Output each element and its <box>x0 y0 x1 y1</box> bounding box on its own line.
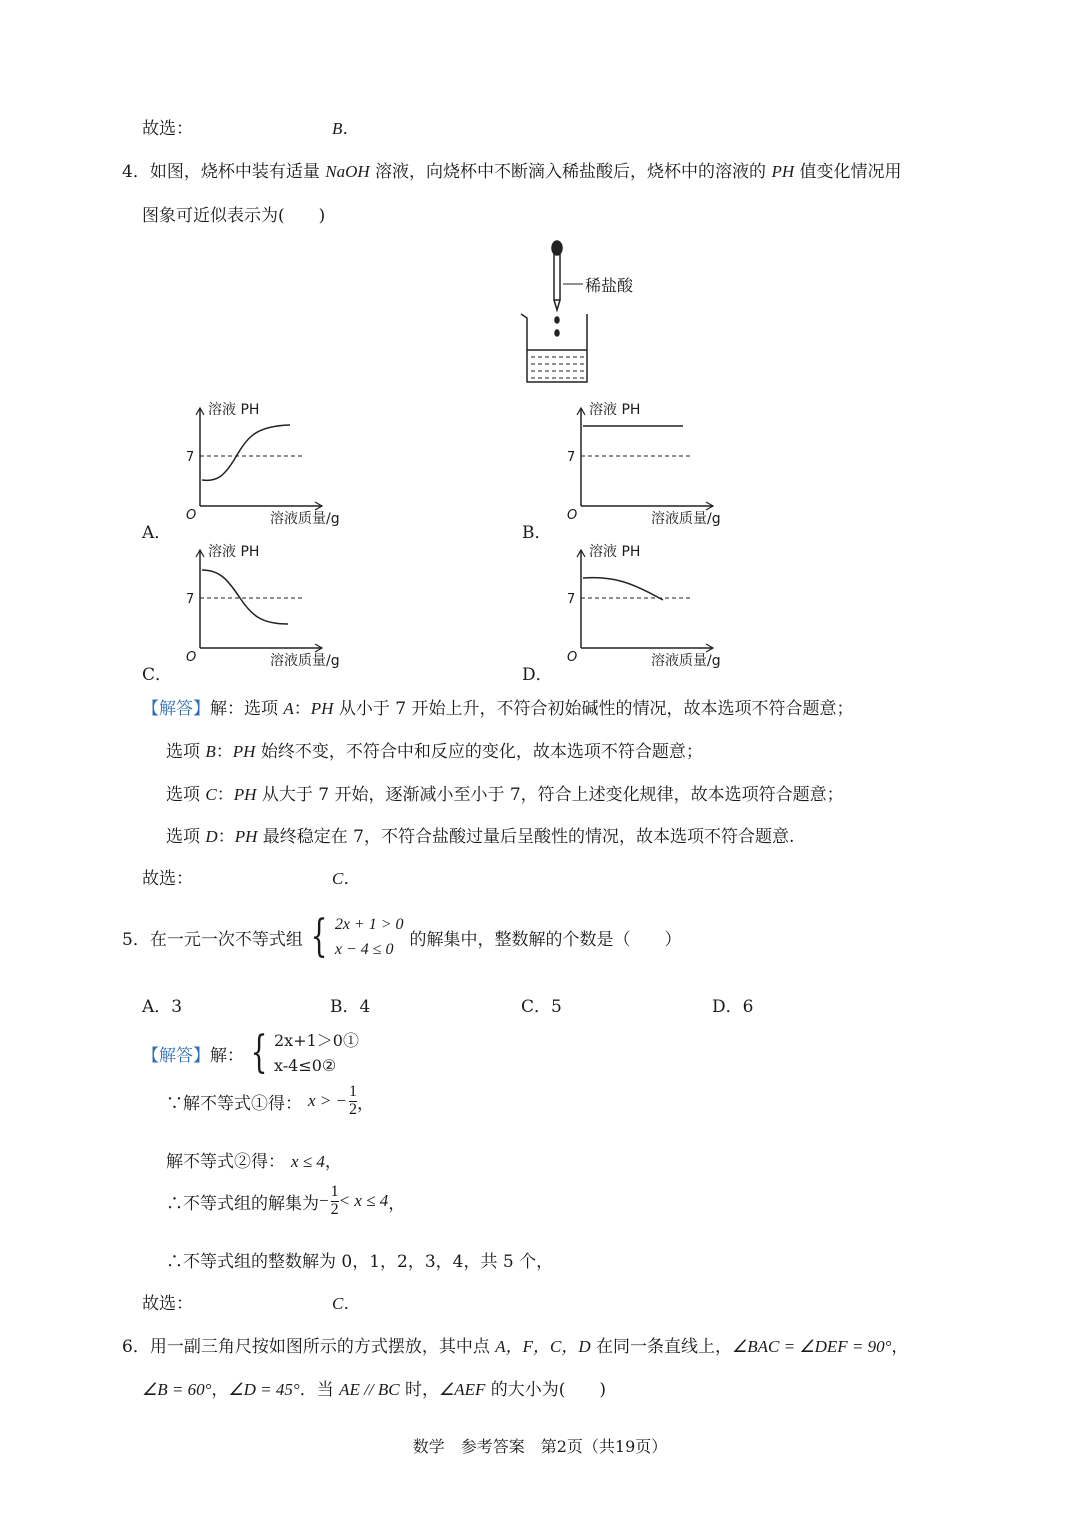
y-axis-label: 溶液 PH <box>208 402 260 418</box>
q5-system-line1: 2x + 1 > 0 <box>334 916 404 933</box>
beaker-diagram <box>515 238 675 388</box>
ph-curve-c <box>202 570 288 624</box>
q4-stem-line1: 4．如图，烧杯中装有适量 NaOH 溶液，向烧杯中不断滴入稀盐酸后，烧杯中的溶液的 PH 值变化情况用 <box>122 162 902 182</box>
q5-answer-head: 【解答】 解： { 2x+1＞0① x-4≤0② <box>142 1027 359 1078</box>
x-axis-label: 溶液质量/g <box>270 511 340 527</box>
origin-label: O <box>186 650 197 665</box>
x-axis-label: 溶液质量/g <box>651 653 721 669</box>
chart-b <box>543 398 743 530</box>
beaker-outline <box>521 314 587 382</box>
q6-line1: 6．用一副三角尺按如图所示的方式摆放，其中点 A，F，C，D 在同一条直线上，∠BAC = ∠DEF = 90°， <box>122 1337 909 1357</box>
origin-label: O <box>567 508 578 523</box>
q4-option-d-label: D． <box>522 665 553 685</box>
q5-option-d: D．6 <box>712 997 754 1017</box>
q4-answer-line1: 【解答】解：选项 A：PH 从小于 7 开始上升，不符合初始碱性的情况，故本选项不符合题意； <box>142 699 854 719</box>
q5-step4: ∴不等式组的整数解为 0，1，2，3，4，共 5 个， <box>166 1252 554 1272</box>
tick-label-7: 7 <box>567 592 576 607</box>
q6-line2: ∠B = 60°，∠D = 45°．当 AE // BC 时，∠AEF 的大小为( ) <box>142 1380 607 1400</box>
q5-option-c: C．5 <box>521 997 562 1017</box>
tick-label-7: 7 <box>186 592 195 607</box>
q4-choose-value: C． <box>332 869 361 888</box>
q4-answer-line3: 选项 C：PH 从大于 7 开始，逐渐减小至小于 7，符合上述变化规律，故本选项符合题意； <box>166 785 844 805</box>
q5-step2: 解不等式②得： x ≤ 4， <box>166 1152 342 1172</box>
chart-c <box>162 540 342 672</box>
q4-choose-label: 故选： <box>142 869 193 889</box>
q5-choose-label: 故选： <box>142 1294 193 1314</box>
q5-option-b: B．4 <box>330 997 371 1017</box>
chart-d <box>543 540 743 672</box>
q5-choose-value: C． <box>332 1294 361 1313</box>
q5-step3: ∴不等式组的解集为 − $\frac{1}{2}$ < x ≤ 4 ， <box>166 1183 406 1218</box>
y-axis-label: 溶液 PH <box>208 544 260 560</box>
chart-a <box>162 398 342 530</box>
y-axis-label: 溶液 PH <box>589 402 641 418</box>
q5-answer-system-1: 2x+1＞0① <box>274 1031 359 1050</box>
tick-label-7: 7 <box>186 450 195 465</box>
q4-answer-line2: 选项 B：PH 始终不变，不符合中和反应的变化，故本选项不符合题意； <box>166 742 703 762</box>
q4-answer-line4: 选项 D：PH 最终稳定在 7，不符合盐酸过量后呈酸性的情况，故本选项不符合题意. <box>166 827 795 847</box>
q5-system-line2: x − 4 ≤ 0 <box>334 941 394 958</box>
q5-answer-system-2: x-4≤0② <box>274 1056 337 1075</box>
q4-option-b-label: B． <box>522 523 552 543</box>
q5-stem: 5．在一元一次不等式组 { 2x + 1 > 0 x − 4 ≤ 0 的解集中，整数解的个数是（ ） <box>122 911 682 962</box>
q4-option-a-label: A． <box>142 523 172 543</box>
y-axis-label: 溶液 PH <box>589 544 641 560</box>
origin-label: O <box>567 650 578 665</box>
ph-curve-a <box>202 425 290 480</box>
q5-option-a: A．3 <box>142 997 183 1017</box>
x-axis-label: 溶液质量/g <box>270 653 340 669</box>
q5-step1: ∵解不等式①得： x > − $\frac{1}{2}$ ， <box>166 1083 374 1118</box>
page-footer: 数学 参考答案 第2页（共19页） <box>412 1437 668 1456</box>
dropper-bulb <box>552 241 562 255</box>
top-choose-value: B． <box>332 119 360 138</box>
tick-label-7: 7 <box>567 450 576 465</box>
dropper-tube <box>554 254 560 300</box>
ph-curve-d <box>583 578 663 600</box>
top-choose-label: 故选： <box>142 119 193 139</box>
origin-label: O <box>186 508 197 523</box>
q4-option-c-label: C． <box>142 665 173 685</box>
q4-stem-line2: 图象可近似表示为( ) <box>142 206 326 226</box>
x-axis-label: 溶液质量/g <box>651 511 721 527</box>
beaker-label: 稀盐酸 <box>585 276 634 295</box>
